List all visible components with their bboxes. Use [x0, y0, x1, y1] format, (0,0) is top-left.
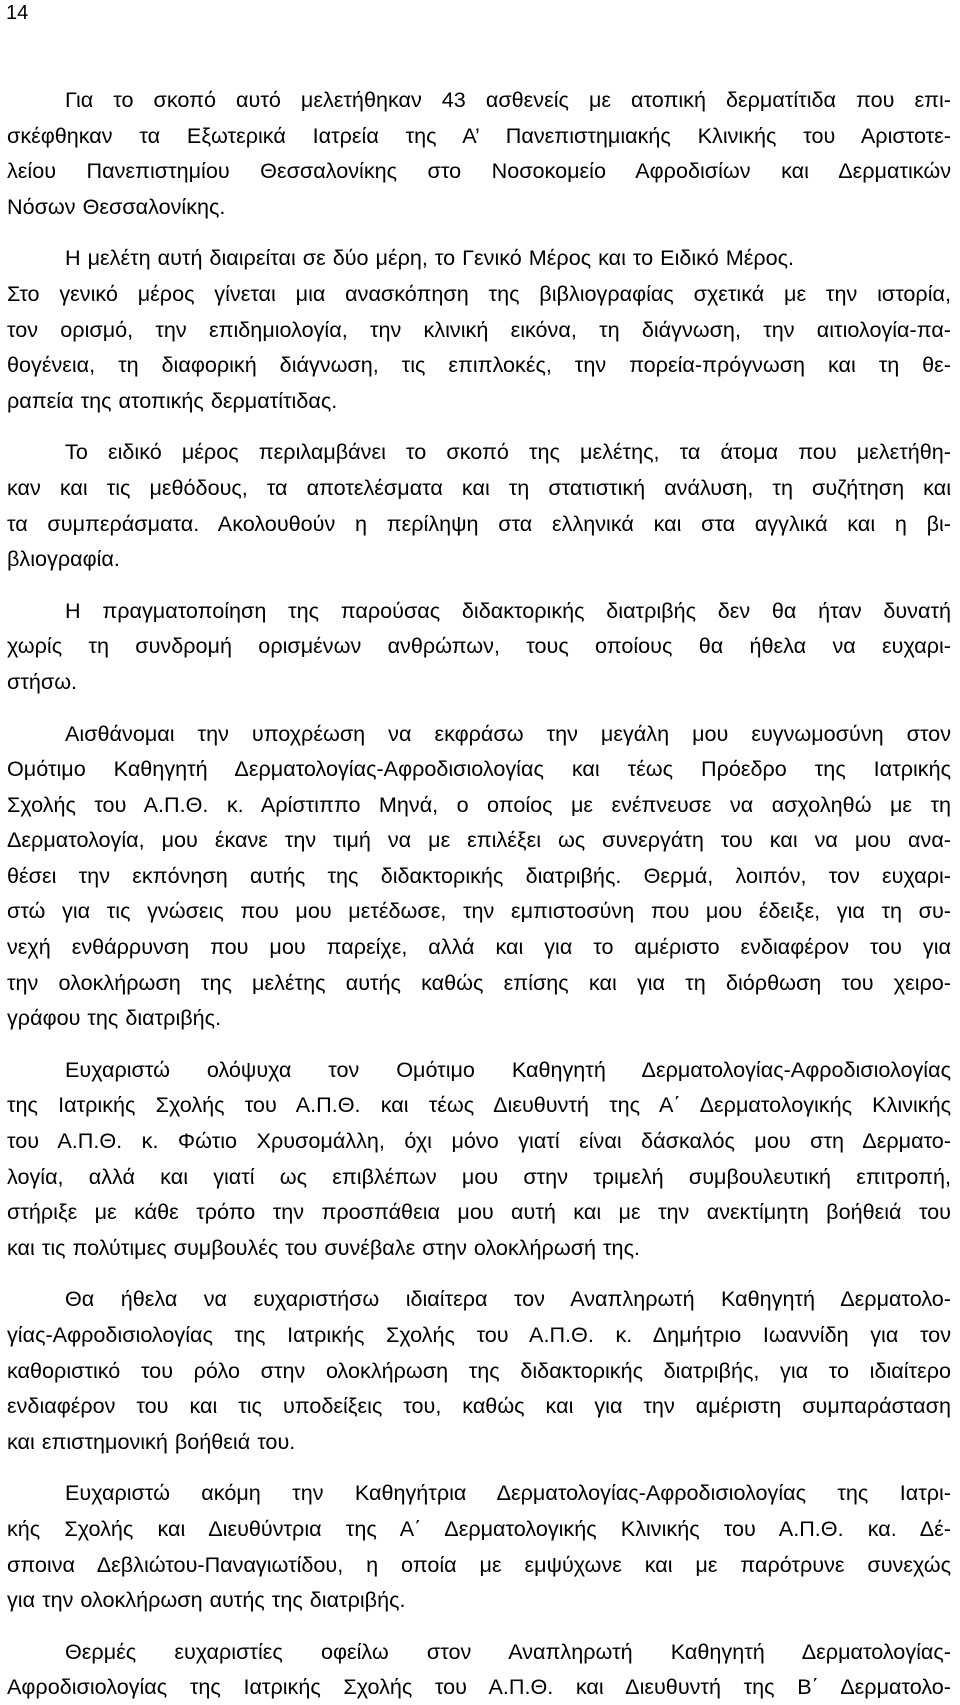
paragraph-gap	[7, 577, 951, 593]
text-line: κής Σχολής και Διευθύντρια της Α΄ Δερματολογικής Κλινικής του Α.Π.Θ. κα. Δέ-	[7, 1515, 951, 1541]
document-body	[7, 82, 951, 1705]
text-line: για την ολοκλήρωση αυτής της διατριβής.	[7, 1587, 406, 1613]
text-line: τα συμπεράσματα. Ακολουθούν η περίληψη στα ελληνικά και στα αγγλικά και η βι-	[7, 510, 951, 536]
text-line: γίας-Αφροδισιολογίας της Ιατρικής Σχολής του Α.Π.Θ. κ. Δημήτριο Ιωαννίδη για τον	[7, 1322, 951, 1347]
text-line: Στο γενικό μέρος γίνεται μια ανασκόπηση της βιβλιογραφίας σχετικά με την ιστορία,	[7, 280, 951, 306]
text-line: νεχή ενθάρρυνση που μου παρείχε, αλλά και για το αμέριστο ενδιαφέρον του για	[7, 934, 951, 960]
text-line: Η μελέτη αυτή διαιρείται σε δύο μέρη, το Γενικό Μέρος και το Ειδικό Μέρος.	[65, 245, 795, 271]
paragraph-gap	[7, 418, 951, 434]
text-line: θέσει την εκπόνηση αυτής της διδακτορικής διατριβής. Θερμά, λοιπόν, τον ευχαρι-	[7, 862, 951, 888]
page-number: 14	[6, 2, 29, 24]
text-line: στήριξε με κάθε τρόπο την προσπάθεια μου αυτή και με την ανεκτίμητη βοήθειά του	[7, 1199, 951, 1225]
text-line: Η πραγματοποίηση της παρούσας διδακτορικής διατριβής δεν θα ήταν δυνατή	[65, 597, 951, 623]
text-line: της Ιατρικής Σχολής του Α.Π.Θ. και τέως Διευθυντή της Α΄ Δερματολογικής Κλινικής	[7, 1092, 951, 1118]
paragraph-gap	[7, 1459, 951, 1475]
text-line: Δερματολογία, μου έκανε την τιμή να με επιλέξει ως συνεργάτη του και να μου ανα-	[7, 827, 951, 853]
text-line: Θα ήθελα να ευχαριστήσω ιδιαίτερα τον Αναπληρωτή Καθηγητή Δερματολο-	[65, 1286, 951, 1312]
text-line: Το ειδικό μέρος περιλαμβάνει το σκοπό της μελέτης, τα άτομα που μελετήθη-	[65, 439, 951, 465]
text-line: σκέφθηκαν τα Εξωτερικά Ιατρεία της Α’ Πανεπιστημιακής Κλινικής του Αριστοτε-	[7, 122, 951, 148]
text-line: τον ορισμό, την επιδημιολογία, την κλινική εικόνα, τη διάγνωση, την αιτιολογία-πα-	[7, 316, 951, 342]
text-line: σποινα Δεβλιώτου-Παναγιωτίδου, η οποία με εμψύχωνε και με παρότρυνε συνεχώς	[7, 1551, 951, 1577]
paragraph-gap	[7, 224, 951, 240]
text-line: καθοριστικό του ρόλο στην ολοκλήρωση της διδακτορικής διατριβής, για το ιδιαίτερο	[7, 1357, 951, 1383]
text-line: Θερμές ευχαριστίες οφείλω στον Αναπληρωτή Καθηγητή Δερματολογίας-	[65, 1638, 951, 1664]
text-line: Νόσων Θεσσαλονίκης.	[7, 193, 226, 219]
text-line: χωρίς τη συνδρομή ορισμένων ανθρώπων, τους οποίους θα ήθελα να ευχαρι-	[7, 633, 951, 659]
text-line: λογία, αλλά και γιατί ως επιβλέπων μου στην τριμελή συμβουλευτική επιτροπή,	[7, 1163, 951, 1189]
text-line: λείου Πανεπιστημίου Θεσσαλονίκης στο Νοσοκομείο Αφροδισίων και Δερματικών	[7, 158, 951, 184]
text-line: την ολοκλήρωση της μελέτης αυτής καθώς επίσης και για τη διόρθωση του χειρο-	[7, 969, 951, 995]
text-line: γράφου της διατριβής.	[7, 1005, 222, 1031]
text-line: Για το σκοπό αυτό μελετήθηκαν 43 ασθενείς με ατοπική δερματίτιδα που επι-	[65, 87, 951, 112]
paragraph-gap	[7, 1036, 951, 1052]
text-line: Ομότιμο Καθηγητή Δερματολογίας-Αφροδισιολογίας και τέως Πρόεδρο της Ιατρικής	[7, 756, 951, 782]
text-line: καν και τις μεθόδους, τα αποτελέσματα και τη στατιστική ανάλυση, τη συζήτηση και	[7, 474, 951, 500]
text-line: βλιογραφία.	[7, 546, 120, 572]
text-line: θογένεια, τη διαφορική διάγνωση, τις επιπλοκές, την πορεία-πρόγνωση και τη θε-	[7, 352, 951, 378]
text-line: και επιστημονική βοήθειά του.	[7, 1428, 296, 1454]
paragraph-gap	[7, 700, 951, 716]
text-line: Ευχαριστώ ολόψυχα τον Ομότιμο Καθηγητή Δερματολογίας-Αφροδισιολογίας	[65, 1056, 951, 1082]
paragraph-gap	[7, 1618, 951, 1634]
text-line: Αισθάνομαι την υποχρέωση να εκφράσω την μεγάλη μου ευγνωμοσύνη στον	[65, 720, 951, 746]
text-line: στώ για τις γνώσεις που μου μετέδωσε, την εμπιστοσύνη που μου έδειξε, για τη συ-	[7, 898, 951, 924]
text-line: Σχολής του Α.Π.Θ. κ. Αρίστιππο Μηνά, ο οποίος με ενέπνευσε να ασχοληθώ με τη	[7, 791, 951, 817]
text-line: ραπεία της ατοπικής δερματίτιδας.	[7, 387, 338, 413]
text-line: Ευχαριστώ ακόμη την Καθηγήτρια Δερματολογίας-Αφροδισιολογίας της Ιατρι-	[65, 1480, 951, 1506]
text-line: στήσω.	[7, 668, 78, 694]
text-line: και τις πολύτιμες συμβουλές του συνέβαλε στην ολοκλήρωσή της.	[7, 1234, 640, 1260]
text-line: του Α.Π.Θ. κ. Φώτιο Χρυσομάλλη, όχι μόνο γιατί είναι δάσκαλός μου στη Δερματο-	[7, 1128, 951, 1154]
text-line: Αφροδισιολογίας της Ιατρικής Σχολής του Α.Π.Θ. και Διευθυντή της Β΄ Δερματολο-	[7, 1674, 951, 1700]
paragraph-gap	[7, 1265, 951, 1281]
text-line: ενδιαφέρον του και τις υποδείξεις του, καθώς και για την αμέριστη συμπαράσταση	[7, 1393, 951, 1419]
